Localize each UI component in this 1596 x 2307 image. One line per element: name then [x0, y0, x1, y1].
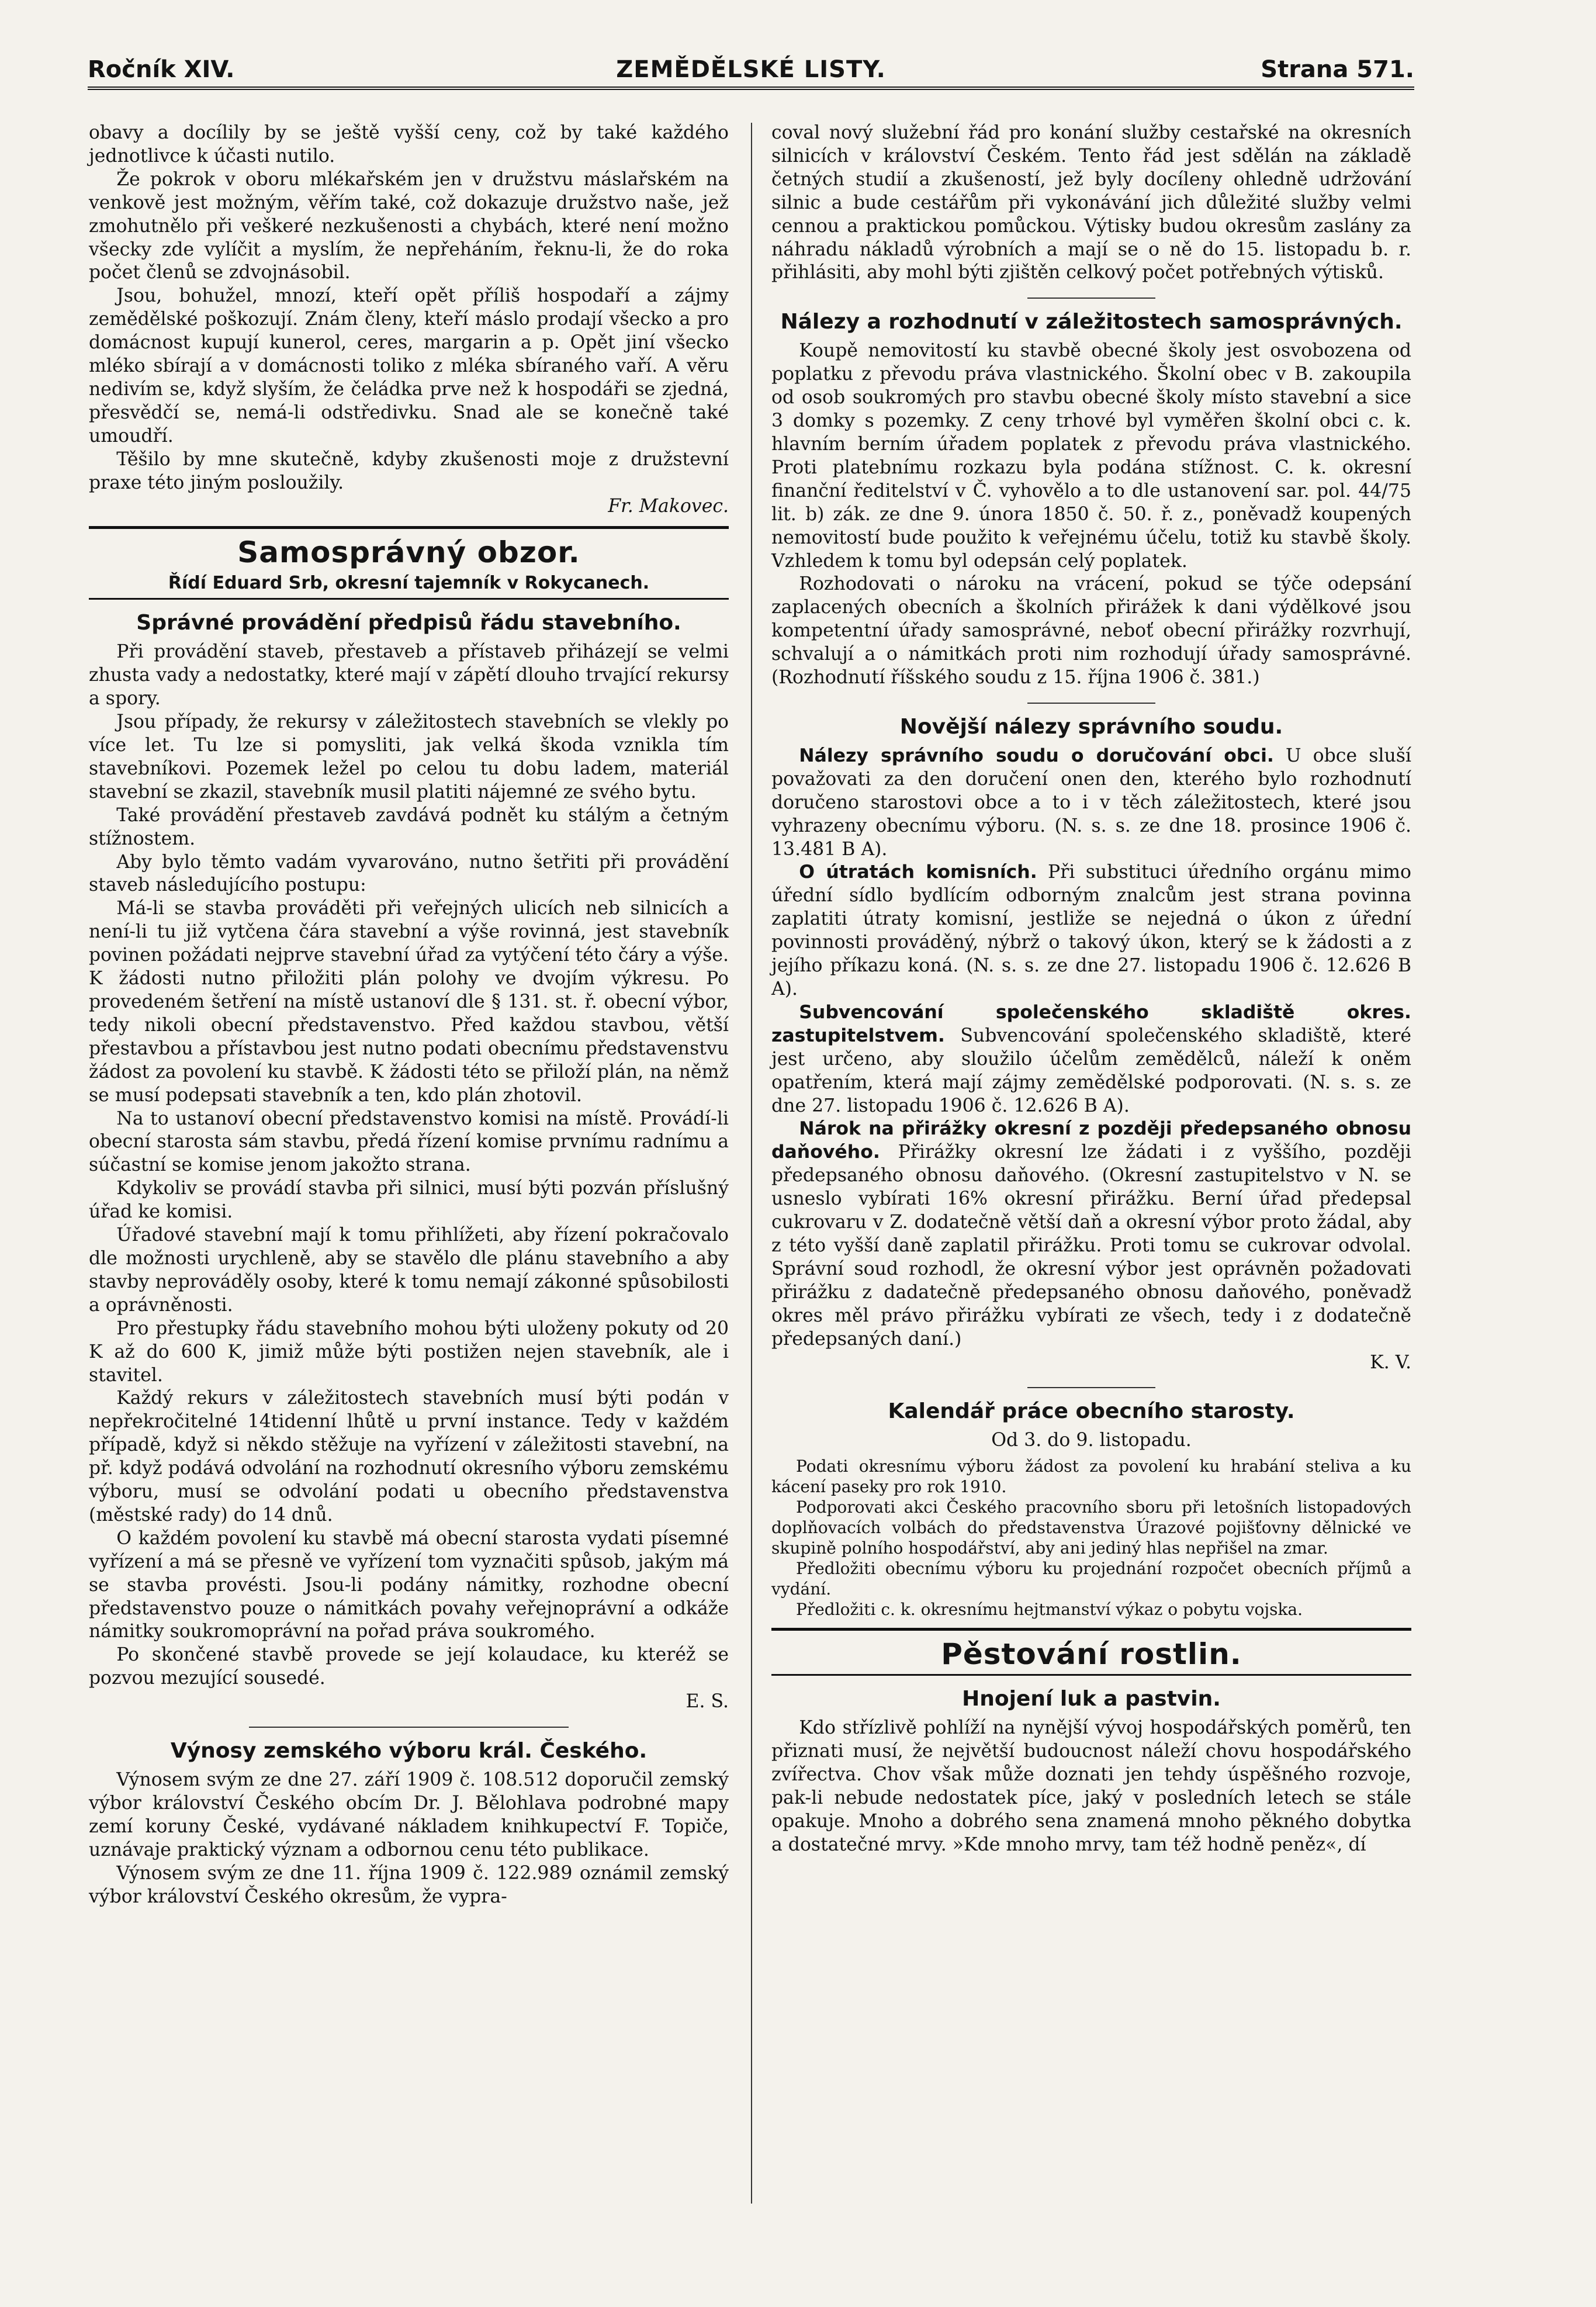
- paragraph-lead: Subvencování společenského skladiště okres. zastupitelstvem.: [771, 1001, 1411, 1046]
- volume-label: Ročník XIV.: [88, 56, 235, 83]
- page-number: Strana 571.: [1261, 56, 1414, 83]
- paragraph-lead: Nálezy správního soudu o doručování obci.: [799, 745, 1274, 766]
- right-column: [771, 122, 1411, 1857]
- paragraph: Že pokrok v oboru mlékařském jen v družstvu máslařském na venkově jest možným, věřím také, což dokazuje družstvo naše, jež zmohutnělo při veškeré nezkušenosti a chybách, které není možno všecky zde vylíčit a myslím, že nepřeháním, řeknu-li, že do roka počet členů se zdvojnásobil.: [89, 168, 729, 283]
- paragraph: Předložiti c. k. okresnímu hejtmanství výkaz o pobytu vojska.: [796, 1600, 1303, 1620]
- paragraph: Výnosem svým ze dne 27. září 1909 č. 108.512 doporučil zemský výbor království Českého obcím Dr. J. Bělohlava podrobné mapy zemí koruny České, vydávané nákladem knihkupectví F. Topiče, uznávaje praktický význam a odbornou cenu této publikace.: [89, 1769, 729, 1860]
- section-editor-line: Řídí Eduard Srb, okresní tajemník v Rokycanech.: [89, 572, 729, 600]
- article-title-stavebni: Správné provádění předpisů řádu stavebního.: [136, 611, 681, 635]
- paragraph: Koupě nemovitostí ku stavbě obecné školy jest osvobozena od poplatku z převodu práva vlastnického. Školní obec v B. zakoupila od osob soukromých pro stavbu obecné školy místo stavební a sice 3 domky s pozemky. Z ceny trhové byl vyměřen školní obci c. k. hlavním berním úřadem poplatek z převodu práva vlastnického. Proti platebnímu rozkazu byla podána stížnost. C. k. okresní finanční ředitelství v Č. vyhovělo a to dle ustanovení sar. pol. 44/75 lit. b) zák. ze dne 9. února 1850 č. 50. ř. z., poněvadž koupených nemovitostí bude použito k veřejnému účelu, totiž ku stavbě školy. Vzhledem k tomu byl odepsán celý poplatek.: [771, 340, 1411, 572]
- paragraph: Těšilo by mne skutečně, kdyby zkušenosti moje z družstevní praxe této jiným posloužily.: [89, 448, 729, 493]
- paragraph: Při provádění staveb, přestaveb a přístaveb přiházejí se velmi zhusta vady a nedostatky, které mají v zápětí dlouho trvající rekursy a spory.: [89, 641, 729, 710]
- paragraph: Také provádění přestaveb zavdává podnět ku stálým a četným stížnostem.: [89, 804, 729, 849]
- paragraph: Předložiti obecnímu výboru ku projednání rozpočet obecních příjmů a vydání.: [771, 1559, 1411, 1599]
- paragraph-lead: Nárok na přirážky okresní z později předepsaného obnosu daňového.: [771, 1118, 1411, 1163]
- section-title-pestovani: Pěstování rostlin.: [771, 1628, 1411, 1672]
- paragraph: coval nový služební řád pro konání služby cestařské na okresních silnicích v království Českém. Tento řád jest sdělán na základě četných studií a zkušeností, jež byly docíleny ohledně udržování silnic a bude cestářům při vykonávání jich důležité služby velmi cennou a praktickou pomůckou. Výtisky budou okresům zaslány za náhradu nákladů výrobních a mají se o ně do 15. listopadu b. r. přihlásiti, aby mohl býti zjištěn celkový počet potřebných výtisků.: [771, 122, 1411, 283]
- paragraph: Každý rekurs v záležitostech stavebních musí býti podán v nepřekročitelné 14tidenní lhůtě u první instance. Tedy v každém případě, když si někdo stěžuje na vyřízení v záležitosti stavební, na př. když podává odvolání na rozhodnutí okresního výboru zemskému výboru, musí se odvolání podati u obecního představenstva (městské rady) do 14 dnů.: [89, 1388, 729, 1526]
- paragraph: Výnosem svým ze dne 11. října 1909 č. 122.989 oznámil zemský výbor království Českého okresům, že vypra-: [89, 1862, 729, 1907]
- paragraph: Rozhodovati o nároku na vrácení, pokud se týče odepsání zaplacených obecních a školních přirážek k dani výdělkové jsou kompetentní úřady samosprávné, neboť obecní přirážky rozvrhují, schvalují a o námitkách proti nim rozhodují úřady samosprávné. (Rozhodnutí říšského soudu z 15. října 1906 č. 381.): [771, 573, 1411, 689]
- paragraph-body: Při substituci úředního orgánu mimo úřední sídlo bydlícím odborným znalcům jest strana povinna zaplatiti útraty komisní, jestliže se nejedná o úkon z úřední povinnosti prováděný, nýbrž o takový úkon, který se k žádosti a z jejího příkazu koná. (N. s. s. ze dne 27. listopadu 1906 č. 12.626 B A).: [771, 862, 1411, 999]
- left-column: [89, 122, 729, 1909]
- paragraph: [771, 861, 1411, 1001]
- separator-rule: [1027, 298, 1155, 299]
- author-initials: K. V.: [1370, 1351, 1411, 1373]
- author-initials: E. S.: [686, 1691, 729, 1713]
- section-underline: [771, 1674, 1411, 1676]
- date-range: Od 3. do 9. listopadu.: [991, 1430, 1192, 1451]
- article-title-kalendar: Kalendář práce obecního starosty.: [888, 1399, 1295, 1424]
- paragraph: obavy a docílily by se ještě vyšší ceny, což by také každého jednotlivce k účasti nutilo.: [89, 122, 729, 167]
- paragraph: Podporovati akci Českého pracovního sboru při letošních listopadových doplňovacích volbách do představenstva Úrazové pojišťovny dělnické ve skupině polního hospodářství, aby ani jediný hlas nepřišel na zmar.: [771, 1497, 1411, 1558]
- paragraph: Kdykoliv se provádí stavba při silnici, musí býti pozván příslušný úřad ke komisi.: [89, 1178, 729, 1223]
- article-title-nalezy: Nálezy a rozhodnutí v záležitostech samosprávných.: [780, 310, 1403, 334]
- separator-rule: [1027, 1387, 1155, 1388]
- paragraph-body: U obce sluší považovati za den doručení onen den, kterého bylo rozhodnutí doručeno starostovi obce a to i v těch záležitostech, které jsou vyhrazeny obecnímu výboru. (N. s. s. ze dne 18. prosince 1906 č. 13.481 B A).: [771, 745, 1412, 860]
- paragraph: Po skončené stavbě provede se její kolaudace, ku kteréž se pozvou mezující sousedé.: [89, 1644, 729, 1689]
- separator-rule: [1027, 703, 1155, 704]
- paragraph-lead: O útratách komisních.: [799, 862, 1037, 883]
- paragraph: [771, 1118, 1411, 1351]
- paragraph: Úřadové stavební mají k tomu přihlížeti, aby řízení pokračovalo dle možnosti urychleně, aby se stavělo dle plánu stavebního a aby stavby neprováděly osoby, které k tomu nemají zákonné spůsobilosti a oprávněnosti.: [89, 1225, 729, 1316]
- masthead-title: ZEMĚDĚLSKÉ LISTY.: [616, 56, 886, 83]
- paragraph: Jsou případy, že rekursy v záležitostech stavebních se vlekly po více let. Tu lze si pomysliti, jak velká škoda vznikla tím stavebníkovi. Pozemek ležel po celou tu dobu ladem, materiál stavební se zkazil, stavebník musil platiti nájemné ze svého bytu.: [89, 711, 729, 803]
- paragraph: O každém povolení ku stavbě má obecní starosta vydati písemné vyřízení a má se přesně ve vyřízení tom vyznačiti spůsob, jakým má se stavba provésti. Jsou-li podány námitky, rozhodne obecní představenstvo pouze o námitkách povahy veřejnoprávní a odkáže námitky soukromoprávní na pořad práva soukromého.: [89, 1527, 729, 1642]
- author-signature: Fr. Makovec.: [608, 495, 729, 517]
- paragraph: [771, 1001, 1411, 1118]
- paragraph: Aby bylo těmto vadám vyvarováno, nutno šetřiti při provádění staveb následujícího postupu:: [89, 851, 729, 896]
- paragraph: Pro přestupky řádu stavebního mohou býti uloženy pokuty od 20 K až do 600 K, jimiž může býti postižen nejen stavebník, ale i stavitel.: [89, 1317, 729, 1386]
- paragraph: Kdo střízlivě pohlíží na nynější vývoj hospodářských poměrů, ten přiznati musí, že největší budoucnost náleží chovu hospodářského zvířectva. Chov však může doznati jen tehdy úspěšného rozvoje, pak-li nebude nedostatek píce, jaký v posledních letech se stále opakuje. Mnoho a dobrého sena znamená mnoho pěkného dobytka a dostatečné mrvy. »Kde mnoho mrvy, tam též hodně peněz«, dí: [771, 1717, 1411, 1855]
- paragraph: Jsou, bohužel, mnozí, kteří opět příliš hospodaří a zájmy zemědělské poškozují. Znám členy, kteří máslo prodají všecko a pro domácnost kupují kunerol, ceres, margarin a p. Opět jiní všecko mléko sbírají a v domácnosti toliko z mléka sbíraného vaří. A věru nedivím se, když slyším, že čeládka prve než k hospodáři se zjedná, přesvědčí se, nemá-li odstředivku. Snad ale se konečně také umoudří.: [89, 285, 729, 447]
- paragraph-body: Přirážky okresní lze žádati i z vyššího, později předepsaného obnosu daňového. (Okresní zastupitelstvo v N. se usneslo vybírati 16% okresní přirážku. Berní úřad předepsal cukrovaru v Z. dodatečně větší daň a okresní výbor proto žádal, aby z této vyšší daně zaplatil přirážku. Proti tomu se cukrovar odvolal. Správní soud rozhodl, že okresní výbor jest oprávněn požadovati přirážku z dadatečně předepsaného obnosu daňového, poněvadž okres měl právo přirážku vybírati ze všech, tedy i z dodatečně předepsaných daní.): [771, 1142, 1411, 1350]
- paragraph-body: Subvencování společenského skladiště, které jest určeno, aby sloužilo účelům zemědělců, náleží k oněm opatřením, která mají zájmy zemědělské podporovati. (N. s. s. ze dne 27. listopadu 1906 č. 12.626 B A).: [771, 1025, 1411, 1116]
- paragraph: Má-li se stavba prováděti při veřejných ulicích neb silnicích a není-li tu již vytčena čára stavební a výše rovinná, jest stavebník povinen požádati nejprve stavební úřad za vytýčení této čáry a výše. K žádosti nutno přiložiti plán polohy ve dvojím výkresu. Po provedeném šetření na místě ustanoví dle § 131. st. ř. obecní výbor, tedy nikoli obecní představenstvo. Před každou stavbou, větší přestavbou a přístavbou jest nutno podati obecnímu představenstvu žádost za povolení ku stavbě. K žádosti této se přiloží plán, na němž se musí podepsati stavebník a ten, kdo plán zhotovil.: [89, 898, 729, 1106]
- article-title-novejsi: Novější nálezy správního soudu.: [899, 714, 1283, 739]
- section-title-samospravny: Samosprávný obzor.: [89, 526, 729, 570]
- paragraph: Podati okresnímu výboru žádost za povolení ku hrabání steliva a ku kácení paseky pro rok 1910.: [771, 1457, 1411, 1497]
- paragraph: [771, 745, 1411, 862]
- separator-rule: [249, 1727, 569, 1728]
- article-title-hnojeni: Hnojení luk a pastvin.: [962, 1687, 1221, 1711]
- page-header: [88, 51, 1414, 90]
- paragraph: Na to ustanoví obecní představenstvo komisi na místě. Provádí-li obecní starosta sám stavbu, předá řízení komise prvnímu radnímu a súčastní se komise jenom jakožto strana.: [89, 1108, 729, 1176]
- column-divider: [751, 123, 752, 2204]
- article-title-vynosy: Výnosy zemského výboru král. Českého.: [170, 1739, 648, 1763]
